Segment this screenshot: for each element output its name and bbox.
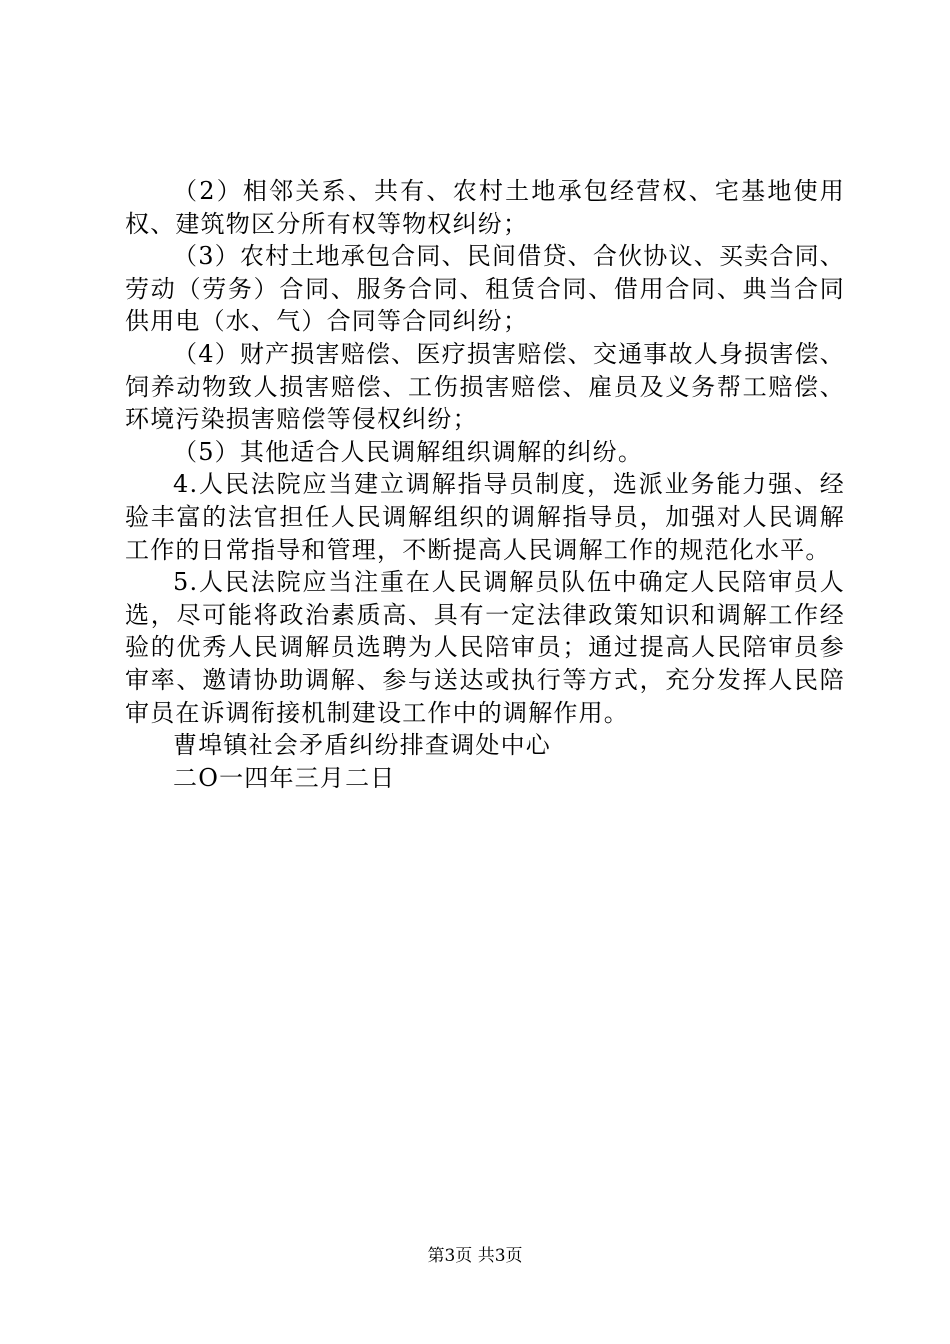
paragraph-item-4: 4.人民法院应当建立调解指导员制度，选派业务能力强、经验丰富的法官担任人民调解组织的调解指导员，加强对人民调解工作的日常指导和管理，不断提高人民调解工作的规范化水平。 [125,470,845,564]
page-number-label: 第3页 共3页 [427,1246,523,1266]
signature-date: 二O一四年三月二日 [173,763,396,792]
paragraph-dispute-contract: （3）农村土地承包合同、民间借贷、合伙协议、买卖合同、劳动（劳务）合同、服务合同、租赁合同、借用合同、典当合同供用电（水、气）合同等合同纠纷； [125,242,845,336]
signature-organization: 曹埠镇社会矛盾纠纷排查调处中心 [173,731,551,760]
paragraph-dispute-property: （2）相邻关系、共有、农村土地承包经营权、宅基地使用权、建筑物区分所有权等物权纠纷； [125,177,845,238]
page-footer [0,1245,950,1267]
document-body [125,175,845,794]
paragraph-dispute-tort: （4）财产损害赔偿、医疗损害赔偿、交通事故人身损害偿、饲养动物致人损害赔偿、工伤损害赔偿、雇员及义务帮工赔偿、环境污染损害赔偿等侵权纠纷； [125,339,845,434]
paragraph-item-5: 5.人民法院应当注重在人民调解员队伍中确定人民陪审员人选，尽可能将政治素质高、具有一定法律政策知识和调解工作经验的优秀人民调解员选聘为人民陪审员；通过提高人民陪审员参审率、邀请协助调解、参与送达或执行等方式，充分发挥人民陪审员在诉调衔接机制建设工作中的调解作用。 [125,568,845,727]
paragraph-dispute-other: （5）其他适合人民调解组织调解的纠纷。 [173,437,644,466]
